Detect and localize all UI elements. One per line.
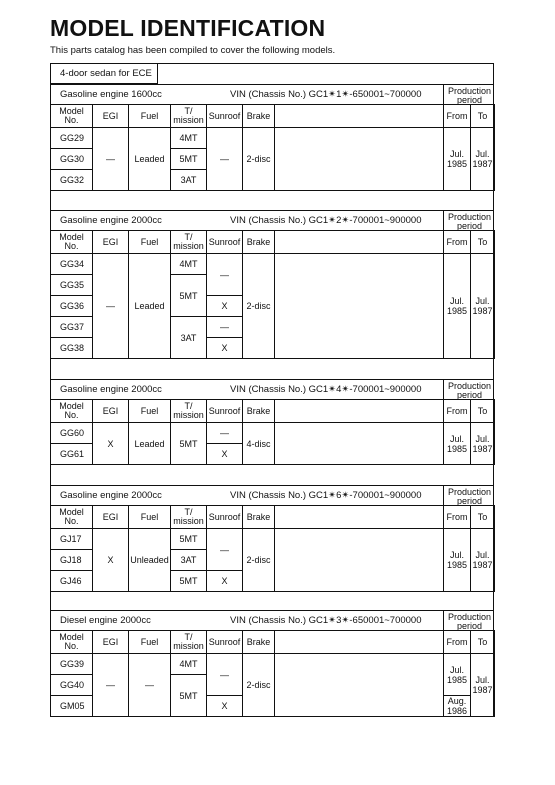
engine-label: Gasoline engine 2000cc [60, 215, 162, 226]
table-cell-fuel: Leaded [129, 423, 171, 465]
table-cell-blank [275, 254, 444, 359]
model-table [50, 230, 495, 359]
table-cell-from: Jul. 1985 [444, 254, 471, 359]
table-cell-egi: X [93, 529, 129, 592]
vin-label: VIN (Chassis No.) GC1✴4✴-700001~900000 [230, 384, 422, 395]
col-header-model-no: Model No. [51, 506, 93, 529]
col-header-brake: Brake [243, 400, 275, 423]
table-cell-t-mission: 3AT [171, 550, 207, 571]
table-cell-model: GJ46 [51, 571, 93, 592]
table-cell-t-mission: 3AT [171, 170, 207, 191]
col-header-egi: EGI [93, 105, 129, 128]
table-cell-model: GG60 [51, 423, 93, 444]
col-header-fuel: Fuel [129, 105, 171, 128]
page-subtitle: This parts catalog has been compiled to cover the following models. [50, 45, 336, 56]
page-title: MODEL IDENTIFICATION [50, 15, 326, 41]
table-cell-model: GG36 [51, 296, 93, 317]
table-cell-model: GG34 [51, 254, 93, 275]
table-cell-sunroof: — [207, 254, 243, 296]
table-cell-model: GJ18 [51, 550, 93, 571]
vin-label: VIN (Chassis No.) GC1✴3✴-650001~700000 [230, 615, 422, 626]
col-header-fuel: Fuel [129, 400, 171, 423]
table-cell-sunroof: — [207, 529, 243, 571]
table-cell-t-mission: 5MT [171, 529, 207, 550]
production-period-header: Production period [443, 486, 495, 506]
table-cell-to: Jul. 1987 [471, 654, 495, 717]
col-header-model-no: Model No. [51, 231, 93, 254]
col-header-to: To [471, 105, 495, 128]
col-header-t-mission: T/ mission [171, 105, 207, 128]
col-header-egi: EGI [93, 400, 129, 423]
production-period-header: Production period [443, 611, 495, 631]
col-header-egi: EGI [93, 231, 129, 254]
col-header-sunroof: Sunroof [207, 631, 243, 654]
table-cell-blank [275, 654, 444, 717]
table-cell-model: GG37 [51, 317, 93, 338]
table-cell-from: Aug. 1986 [444, 696, 471, 717]
table-cell-model: GG40 [51, 675, 93, 696]
table-cell-from: Jul. 1985 [444, 128, 471, 191]
col-header-blank [275, 105, 444, 128]
col-header-t-mission: T/ mission [171, 631, 207, 654]
table-cell-from: Jul. 1985 [444, 423, 471, 465]
table-cell-model: GG35 [51, 275, 93, 296]
table-cell-brake: 2-disc [243, 654, 275, 717]
col-header-to: To [471, 400, 495, 423]
col-header-from: From [444, 631, 471, 654]
table-cell-sunroof: — [207, 423, 243, 444]
col-header-egi: EGI [93, 631, 129, 654]
table-cell-fuel: Leaded [129, 254, 171, 359]
production-period-header: Production period [443, 380, 495, 400]
col-header-blank [275, 400, 444, 423]
col-header-blank [275, 506, 444, 529]
production-period-header: Production period [443, 211, 495, 231]
table-cell-blank [275, 423, 444, 465]
col-header-from: From [444, 400, 471, 423]
table-cell-egi: — [93, 254, 129, 359]
col-header-model-no: Model No. [51, 105, 93, 128]
col-header-brake: Brake [243, 631, 275, 654]
table-cell-t-mission: 4MT [171, 254, 207, 275]
col-header-blank [275, 631, 444, 654]
table-cell-t-mission: 5MT [171, 675, 207, 717]
col-header-blank [275, 231, 444, 254]
table-cell-sunroof: — [207, 128, 243, 191]
table-cell-sunroof: — [207, 654, 243, 696]
section-header [50, 379, 494, 400]
table-cell-egi: — [93, 654, 129, 717]
table-cell-blank [275, 128, 444, 191]
col-header-from: From [444, 105, 471, 128]
col-header-from: From [444, 231, 471, 254]
col-header-to: To [471, 631, 495, 654]
engine-label: Gasoline engine 1600cc [60, 89, 162, 100]
section-header [50, 84, 494, 105]
section-header [50, 610, 494, 631]
table-cell-t-mission: 3AT [171, 317, 207, 359]
table-cell-sunroof: X [207, 444, 243, 465]
col-header-t-mission: T/ mission [171, 400, 207, 423]
table-cell-t-mission: 4MT [171, 654, 207, 675]
table-cell-model: GG39 [51, 654, 93, 675]
model-table [50, 399, 495, 465]
col-header-fuel: Fuel [129, 631, 171, 654]
col-header-t-mission: T/ mission [171, 506, 207, 529]
col-header-t-mission: T/ mission [171, 231, 207, 254]
section-header [50, 485, 494, 506]
section-header [50, 210, 494, 231]
table-cell-model: GJ17 [51, 529, 93, 550]
table-cell-blank [275, 529, 444, 592]
engine-label: Gasoline engine 2000cc [60, 384, 162, 395]
engine-label: Gasoline engine 2000cc [60, 490, 162, 501]
vin-label: VIN (Chassis No.) GC1✴1✴-650001~700000 [230, 89, 422, 100]
table-cell-fuel: — [129, 654, 171, 717]
table-cell-sunroof: — [207, 317, 243, 338]
table-cell-t-mission: 5MT [171, 275, 207, 317]
col-header-sunroof: Sunroof [207, 400, 243, 423]
engine-label: Diesel engine 2000cc [60, 615, 151, 626]
table-cell-sunroof: X [207, 296, 243, 317]
col-header-sunroof: Sunroof [207, 506, 243, 529]
col-header-to: To [471, 231, 495, 254]
production-period-header: Production period [443, 85, 495, 105]
table-cell-brake: 2-disc [243, 254, 275, 359]
table-cell-t-mission: 5MT [171, 423, 207, 465]
table-cell-from: Jul. 1985 [444, 529, 471, 592]
col-header-from: From [444, 506, 471, 529]
table-cell-sunroof: X [207, 571, 243, 592]
body-style-label: 4-door sedan for ECE [60, 68, 152, 79]
table-cell-to: Jul. 1987 [471, 423, 495, 465]
table-cell-model: GG32 [51, 170, 93, 191]
col-header-model-no: Model No. [51, 400, 93, 423]
table-cell-model: GG38 [51, 338, 93, 359]
col-header-sunroof: Sunroof [207, 231, 243, 254]
col-header-brake: Brake [243, 105, 275, 128]
table-cell-t-mission: 5MT [171, 149, 207, 170]
table-cell-fuel: Leaded [129, 128, 171, 191]
col-header-model-no: Model No. [51, 631, 93, 654]
table-cell-model: GG61 [51, 444, 93, 465]
col-header-to: To [471, 506, 495, 529]
table-cell-from: Jul. 1985 [444, 654, 471, 696]
vin-label: VIN (Chassis No.) GC1✴6✴-700001~900000 [230, 490, 422, 501]
table-cell-to: Jul. 1987 [471, 128, 495, 191]
model-table [50, 630, 495, 717]
col-header-fuel: Fuel [129, 231, 171, 254]
table-cell-t-mission: 5MT [171, 571, 207, 592]
col-header-brake: Brake [243, 231, 275, 254]
table-cell-model: GG29 [51, 128, 93, 149]
table-cell-fuel: Unleaded [129, 529, 171, 592]
table-cell-sunroof: X [207, 696, 243, 717]
table-cell-egi: — [93, 128, 129, 191]
table-cell-egi: X [93, 423, 129, 465]
table-cell-t-mission: 4MT [171, 128, 207, 149]
model-table [50, 104, 495, 191]
table-cell-brake: 4-disc [243, 423, 275, 465]
col-header-brake: Brake [243, 506, 275, 529]
table-cell-brake: 2-disc [243, 529, 275, 592]
table-cell-model: GM05 [51, 696, 93, 717]
vin-label: VIN (Chassis No.) GC1✴2✴-700001~900000 [230, 215, 422, 226]
table-cell-sunroof: X [207, 338, 243, 359]
col-header-sunroof: Sunroof [207, 105, 243, 128]
table-cell-to: Jul. 1987 [471, 254, 495, 359]
table-cell-brake: 2-disc [243, 128, 275, 191]
table-cell-model: GG30 [51, 149, 93, 170]
col-header-egi: EGI [93, 506, 129, 529]
model-table [50, 505, 495, 592]
col-header-fuel: Fuel [129, 506, 171, 529]
body-style-divider-vertical [157, 63, 158, 83]
table-cell-to: Jul. 1987 [471, 529, 495, 592]
